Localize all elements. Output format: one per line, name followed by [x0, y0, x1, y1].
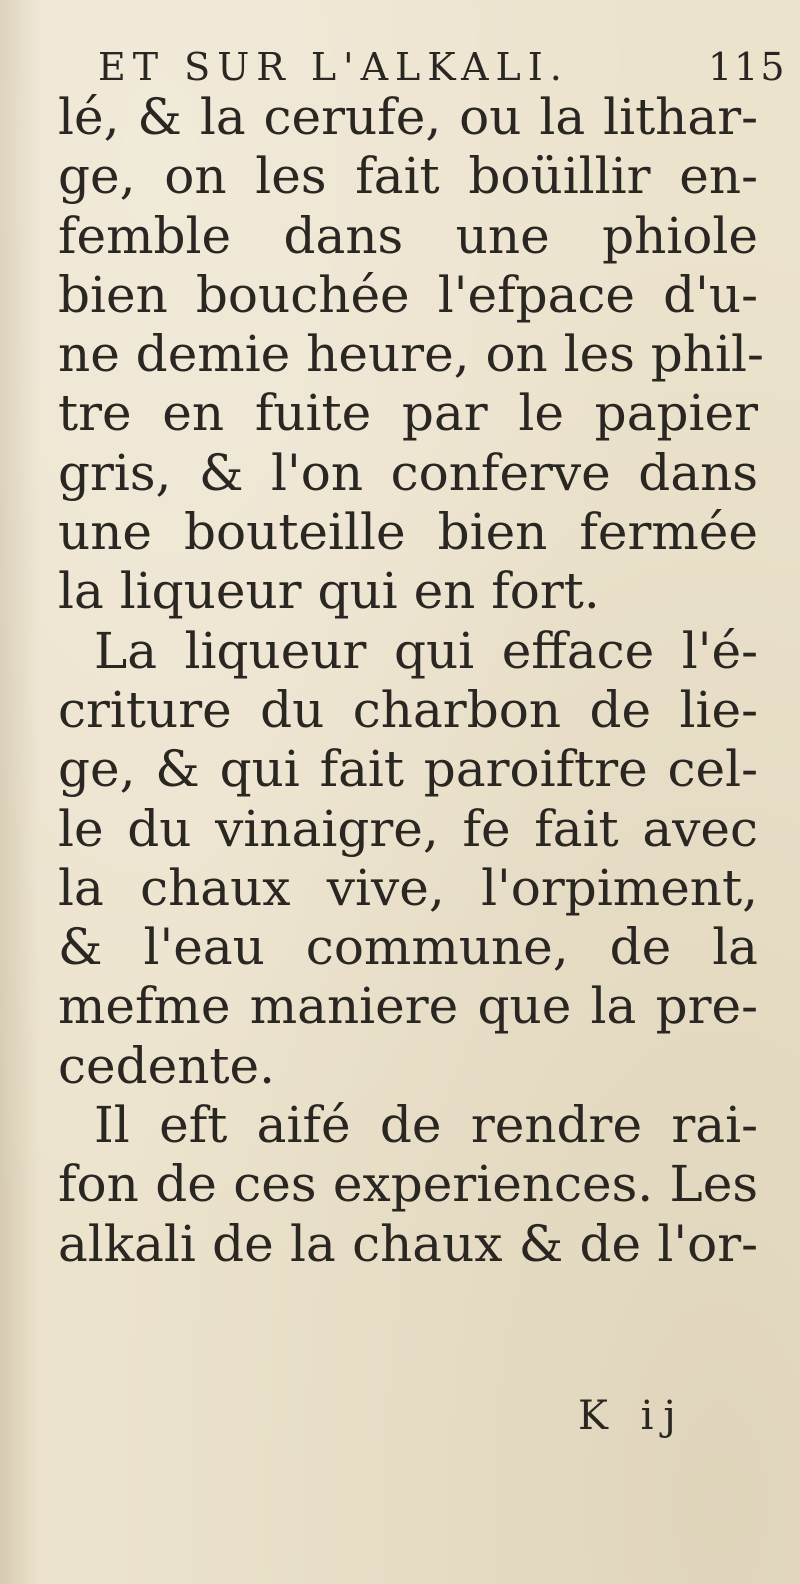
- paragraph-start-line: Il eft aifé de rendre rai-: [94, 1096, 758, 1155]
- paragraph-start-line: La liqueur qui efface l'é-: [94, 621, 758, 680]
- text-line: alkali de la chaux & de l'or-: [58, 1214, 758, 1273]
- text-line: une bouteille bien fermée: [58, 503, 758, 562]
- text-line: cedente.: [58, 1036, 275, 1095]
- text-line: mefme maniere que la pre-: [58, 977, 758, 1036]
- running-title: ET SUR L'ALKALI.: [98, 45, 569, 89]
- text-line: & l'eau commune, de la: [58, 918, 758, 977]
- text-line: lé, & la cerufe, ou la lithar-: [58, 88, 758, 146]
- signature-mark: K ij: [578, 1393, 686, 1439]
- text-line: ne demie heure, on les phil-: [58, 325, 764, 384]
- text-line: fon de ces experiences. Les: [58, 1155, 758, 1214]
- text-line: ge, on les fait boüillir en-: [58, 147, 758, 206]
- text-line: tre en fuite par le papier: [58, 384, 758, 443]
- body-text: [58, 88, 764, 1274]
- text-line: ge, & qui fait paroiftre cel-: [58, 740, 758, 799]
- text-line: le du vinaigre, fe fait avec: [58, 799, 758, 858]
- text-line: criture du charbon de lie-: [58, 680, 758, 739]
- text-line: gris, & l'on conferve dans: [58, 443, 758, 502]
- text-line: femble dans une phiole: [58, 206, 758, 265]
- text-line: la liqueur qui en fort.: [58, 562, 600, 621]
- text-line: la chaux vive, l'orpiment,: [58, 858, 758, 917]
- text-line: bien bouchée l'efpace d'u-: [58, 265, 758, 324]
- page-header: [0, 38, 800, 88]
- page-number: 115: [708, 45, 787, 89]
